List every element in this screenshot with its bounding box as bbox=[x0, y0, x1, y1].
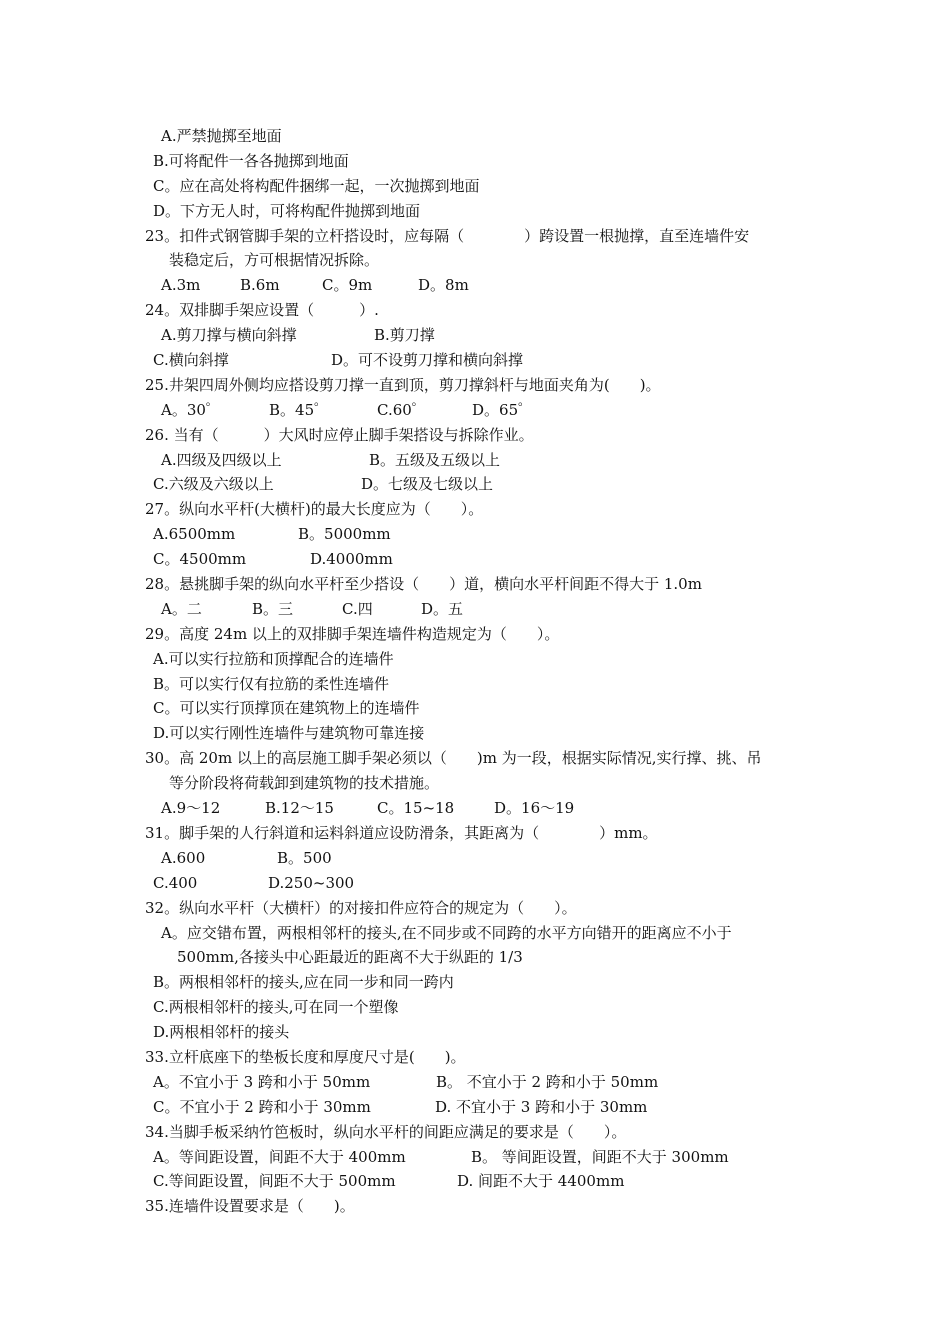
question-continuation bbox=[0, 771, 950, 796]
option-line bbox=[0, 871, 950, 896]
option-c: C.六级及六级以上 bbox=[153, 475, 274, 494]
option-c: C。可以实行顶撑顶在建筑物上的连墙件 bbox=[153, 699, 420, 718]
option-d: D。五 bbox=[421, 599, 464, 618]
option-c: C.四 bbox=[342, 599, 373, 618]
question-line bbox=[0, 622, 950, 647]
option-b: B。三 bbox=[252, 599, 294, 618]
option-line bbox=[0, 796, 950, 821]
option-line bbox=[0, 1070, 950, 1095]
option-d: D. 间距不大于 4400mm bbox=[457, 1172, 625, 1191]
option-d: D. 不宜小于 3 跨和小于 30mm bbox=[435, 1097, 648, 1116]
option-d: D。下方无人时，可将构配件抛掷到地面 bbox=[153, 201, 421, 220]
option-a: A.6500mm bbox=[153, 525, 236, 544]
option-b: B。可以实行仅有拉筋的柔性连墙件 bbox=[153, 674, 390, 693]
option-continuation bbox=[0, 945, 950, 970]
question-line bbox=[0, 1194, 950, 1219]
option-a: A。等间距设置，间距不大于 400mm bbox=[153, 1147, 406, 1166]
option-b: B。45゜ bbox=[269, 400, 330, 419]
option-line bbox=[0, 124, 950, 149]
option-line bbox=[0, 1169, 950, 1194]
option-line bbox=[0, 547, 950, 572]
option-c: C。4500mm bbox=[153, 550, 247, 569]
option-c: C.等间距设置，间距不大于 500mm bbox=[153, 1172, 396, 1191]
question-35: 35.连墙件设置要求是（ )。 bbox=[145, 1197, 355, 1216]
option-line bbox=[0, 597, 950, 622]
question-30-continued: 等分阶段将荷载卸到建筑物的技术措施。 bbox=[169, 774, 440, 793]
option-line bbox=[0, 522, 950, 547]
option-a: A.四级及四级以上 bbox=[161, 450, 282, 469]
option-line bbox=[0, 448, 950, 473]
question-line bbox=[0, 224, 950, 249]
option-a: A。二 bbox=[161, 599, 202, 618]
question-line bbox=[0, 298, 950, 323]
option-d: D.250~300 bbox=[268, 873, 355, 892]
question-32: 32。纵向水平杆（大横杆）的对接扣件应符合的规定为（ ）。 bbox=[145, 898, 577, 917]
question-line bbox=[0, 821, 950, 846]
question-line bbox=[0, 423, 950, 448]
question-line bbox=[0, 373, 950, 398]
option-line bbox=[0, 696, 950, 721]
option-b: B。 等间距设置，间距不大于 300mm bbox=[471, 1147, 729, 1166]
option-a: A.9～12 bbox=[161, 799, 221, 818]
document-page bbox=[0, 124, 950, 1219]
option-line bbox=[0, 672, 950, 697]
question-line bbox=[0, 1045, 950, 1070]
option-a: A.3m bbox=[161, 276, 201, 295]
option-b: B。五级及五级以上 bbox=[369, 450, 501, 469]
option-b: B。 不宜小于 2 跨和小于 50mm bbox=[436, 1072, 659, 1091]
option-line bbox=[0, 1095, 950, 1120]
option-c: C。不宜小于 2 跨和小于 30mm bbox=[153, 1097, 371, 1116]
question-line bbox=[0, 746, 950, 771]
option-line bbox=[0, 970, 950, 995]
option-line bbox=[0, 995, 950, 1020]
option-d: D。七级及七级以上 bbox=[361, 475, 494, 494]
option-a: A。应交错布置，两根相邻杆的接头,在不同步或不同跨的水平方向错开的距离应不小于 bbox=[161, 923, 732, 942]
option-b: B。5000mm bbox=[298, 525, 391, 544]
option-a: A。30゜ bbox=[161, 400, 221, 419]
option-line bbox=[0, 846, 950, 871]
question-continuation bbox=[0, 248, 950, 273]
option-a: A.剪刀撑与横向斜撑 bbox=[161, 326, 297, 345]
option-d: D。16～19 bbox=[494, 799, 575, 818]
option-d: D。可不设剪刀撑和横向斜撑 bbox=[331, 351, 524, 370]
option-b: B.6m bbox=[240, 276, 280, 295]
option-line bbox=[0, 472, 950, 497]
question-line bbox=[0, 896, 950, 921]
question-24: 24。双排脚手架应设置（ ）. bbox=[145, 301, 379, 320]
option-line bbox=[0, 199, 950, 224]
option-a-continued: 500mm,各接头中心距最近的距离不大于纵距的 1/3 bbox=[177, 948, 523, 967]
option-a: A。不宜小于 3 跨和小于 50mm bbox=[153, 1072, 371, 1091]
option-d: D.两根相邻杆的接头 bbox=[153, 1023, 290, 1042]
option-line bbox=[0, 149, 950, 174]
option-line bbox=[0, 323, 950, 348]
option-c: C.400 bbox=[153, 873, 198, 892]
question-28: 28。悬挑脚手架的纵向水平杆至少搭设（ ）道，横向水平杆间距不得大于 1.0m bbox=[145, 575, 702, 594]
option-d: D。8m bbox=[418, 276, 469, 295]
option-a: A.600 bbox=[161, 848, 206, 867]
option-line bbox=[0, 348, 950, 373]
option-b: B.可将配件一各各抛掷到地面 bbox=[153, 151, 349, 170]
option-line bbox=[0, 273, 950, 298]
question-23: 23。扣件式钢管脚手架的立杆搭设时，应每隔（ ）跨设置一根抛撑，直至连墙件安 bbox=[145, 226, 750, 245]
question-line bbox=[0, 497, 950, 522]
option-line bbox=[0, 1020, 950, 1045]
option-d: D.可以实行刚性连墙件与建筑物可靠连接 bbox=[153, 724, 425, 743]
question-34: 34.当脚手板采纳竹笆板时，纵向水平杆的间距应满足的要求是（ ）。 bbox=[145, 1122, 627, 1141]
option-line bbox=[0, 398, 950, 423]
question-23-continued: 装稳定后，方可根据情况拆除。 bbox=[169, 251, 380, 270]
option-c: C.60゜ bbox=[377, 400, 427, 419]
option-c: C。应在高处将构配件捆绑一起，一次抛掷到地面 bbox=[153, 176, 480, 195]
option-line bbox=[0, 647, 950, 672]
question-25: 25.井架四周外侧均应搭设剪刀撑一直到顶，剪刀撑斜杆与地面夹角为( )。 bbox=[145, 375, 661, 394]
option-c: C。15~18 bbox=[377, 799, 455, 818]
option-a: A.严禁抛掷至地面 bbox=[161, 127, 282, 145]
question-line bbox=[0, 572, 950, 597]
option-line bbox=[0, 921, 950, 946]
option-d: D.4000mm bbox=[310, 550, 393, 569]
option-a: A.可以实行拉筋和顶撑配合的连墙件 bbox=[153, 649, 394, 668]
option-b: B。500 bbox=[277, 848, 332, 867]
question-30: 30。高 20m 以上的高层施工脚手架必须以（ )m 为一段，根据实际情况,实行撑、挑、吊 bbox=[145, 749, 762, 768]
option-line bbox=[0, 721, 950, 746]
question-line bbox=[0, 1120, 950, 1145]
question-26: 26. 当有（ ）大风时应停止脚手架搭设与拆除作业。 bbox=[145, 425, 534, 444]
option-line bbox=[0, 1145, 950, 1170]
option-b: B.剪刀撑 bbox=[374, 326, 435, 345]
option-d: D。65゜ bbox=[472, 400, 534, 419]
question-27: 27。纵向水平杆(大横杆)的最大长度应为（ ）。 bbox=[145, 500, 484, 519]
question-33: 33.立杆底座下的垫板长度和厚度尺寸是( )。 bbox=[145, 1047, 466, 1066]
question-31: 31。脚手架的人行斜道和运料斜道应设防滑条，其距离为（ ）mm。 bbox=[145, 823, 658, 842]
question-29: 29。高度 24m 以上的双排脚手架连墙件构造规定为（ ）。 bbox=[145, 624, 560, 643]
option-c: C.两根相邻杆的接头,可在同一个塑像 bbox=[153, 998, 399, 1017]
option-line bbox=[0, 174, 950, 199]
option-b: B。两根相邻杆的接头,应在同一步和同一跨内 bbox=[153, 973, 454, 992]
option-c: C。9m bbox=[322, 276, 373, 295]
option-c: C.横向斜撑 bbox=[153, 351, 229, 370]
option-b: B.12～15 bbox=[265, 799, 334, 818]
